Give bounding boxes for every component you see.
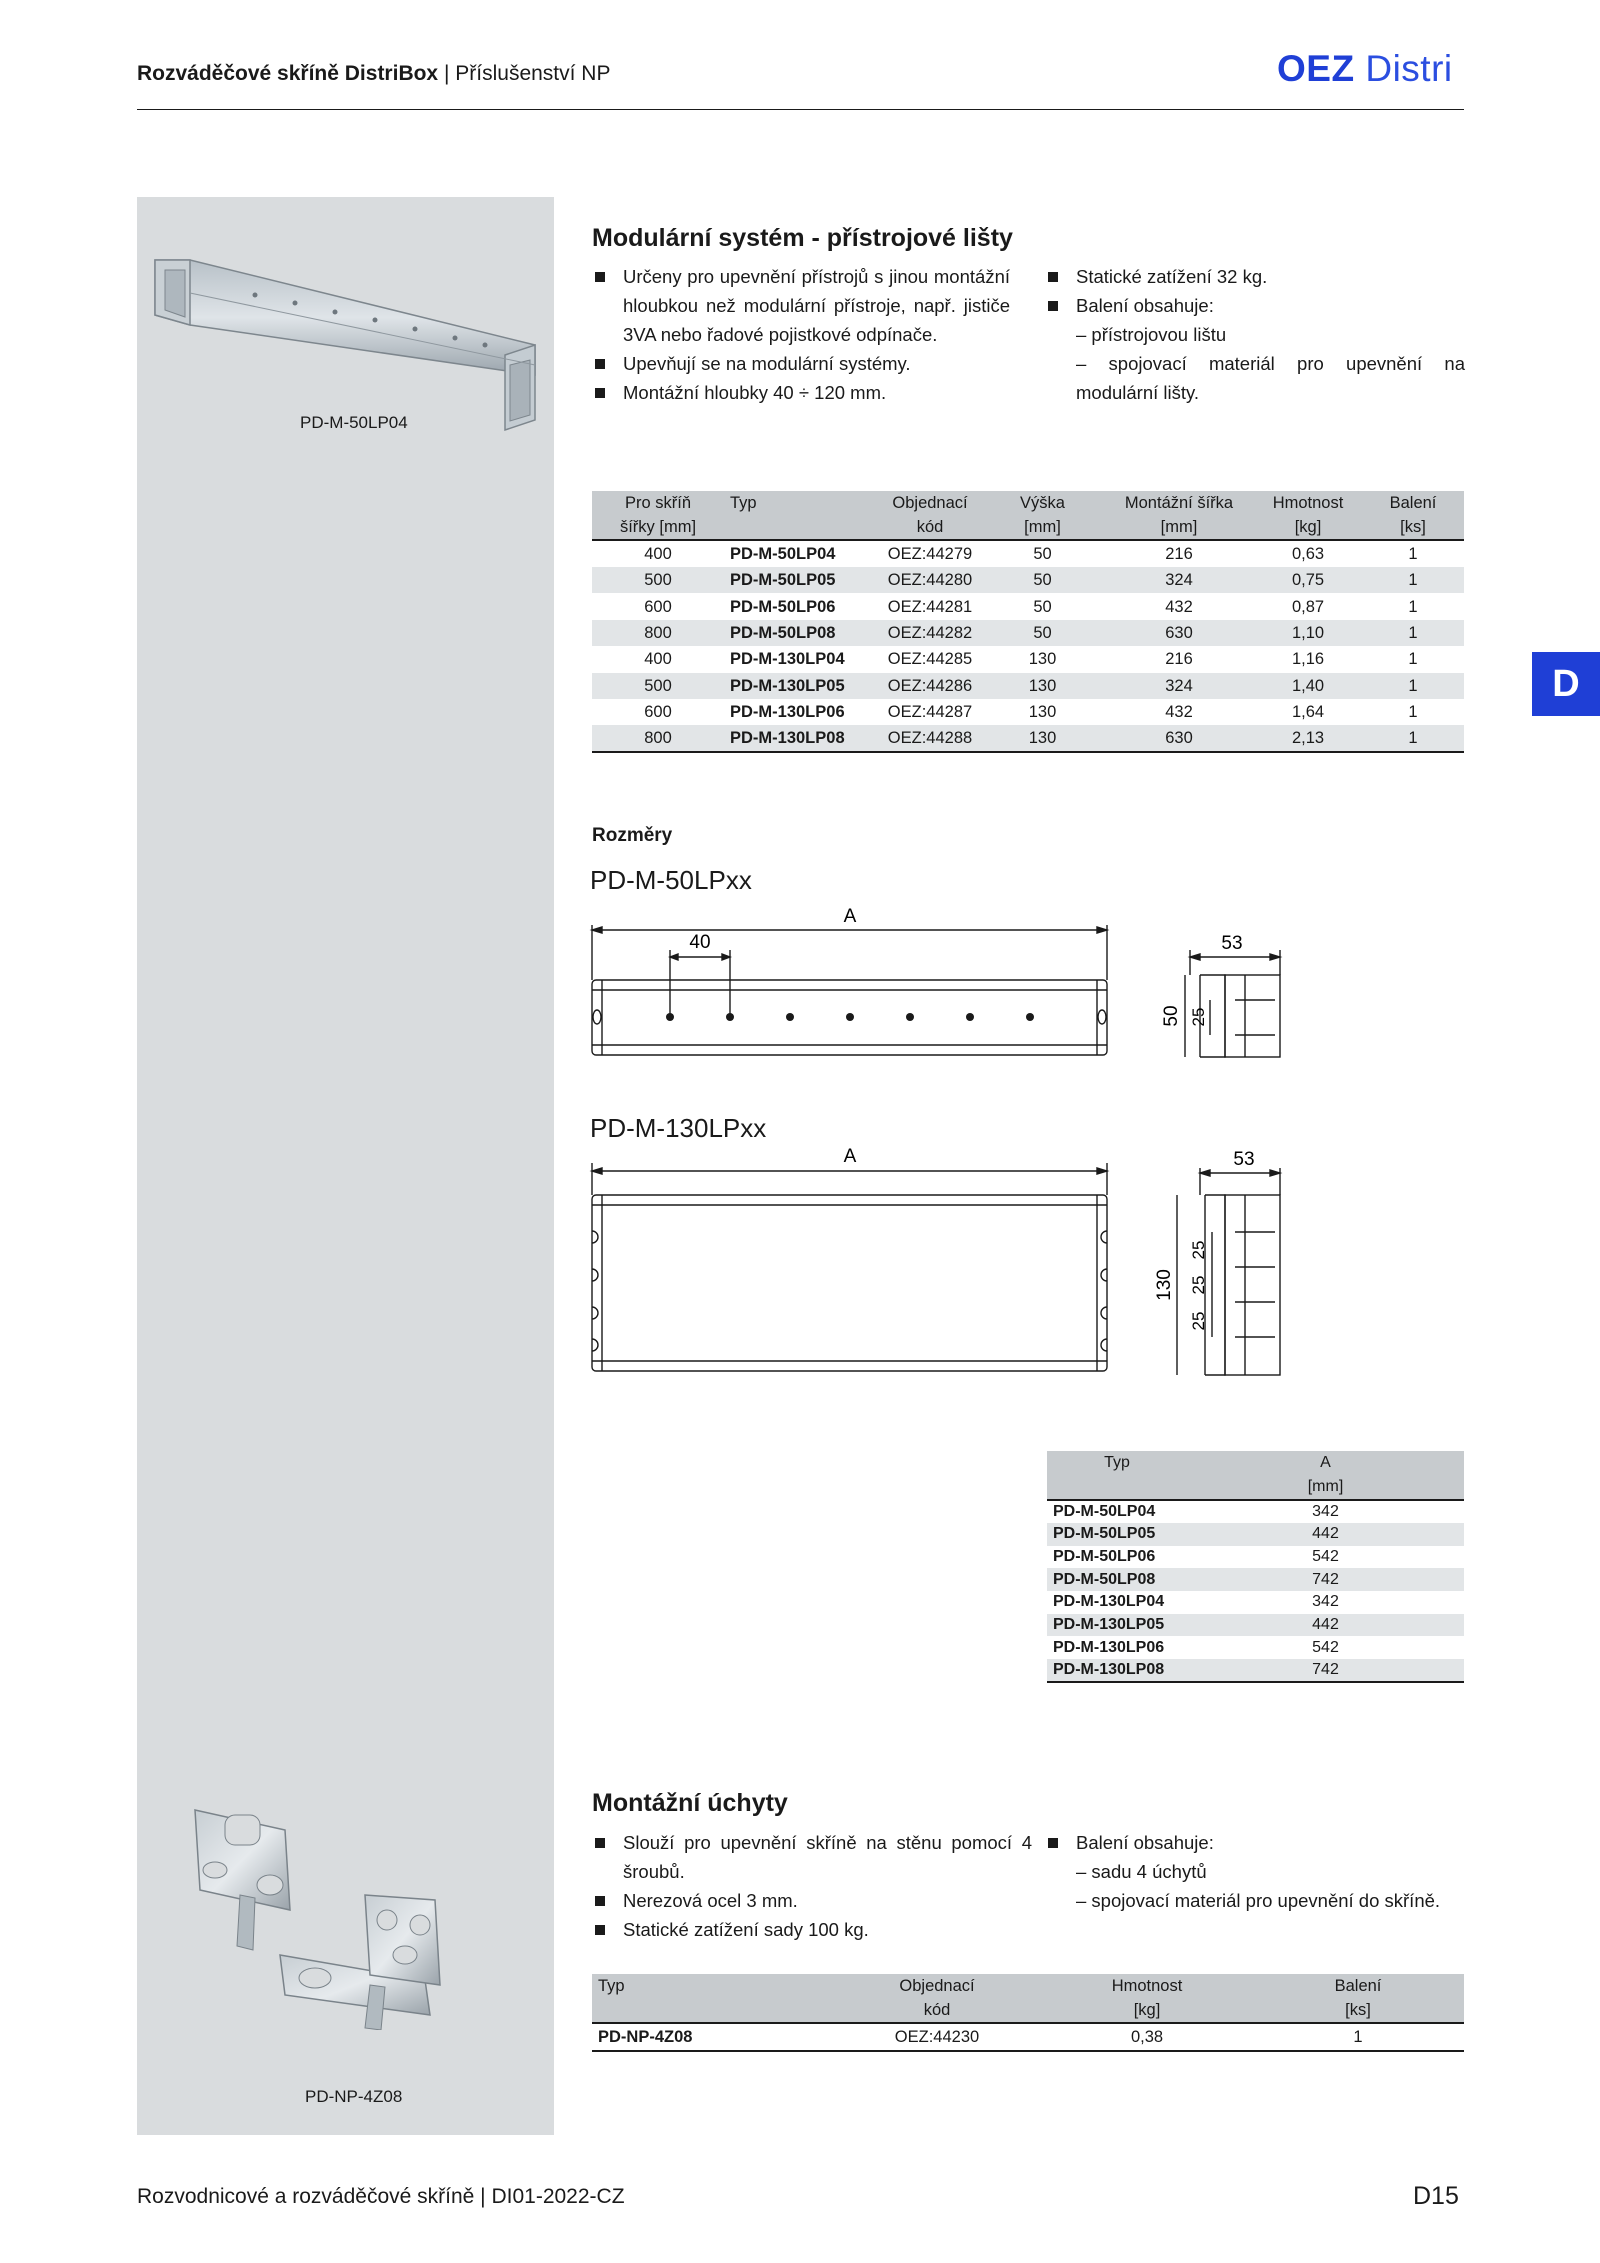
rails-table-cell: OEZ:44288 [879,725,981,752]
header-separator: | [443,62,456,85]
brackets-th-pack-unit: [ks] [1252,1998,1464,2023]
page-number: D15 [1413,2182,1459,2210]
rails-table-cell: 1 [1362,567,1464,593]
brand-logo [1277,48,1453,90]
rail-50-holes [666,1013,1034,1021]
rails-th-type: Typ [724,491,879,515]
brackets-feature-2: Nerezová ocel 3 mm. [592,1886,1032,1915]
rails-th-width: Pro skříň [592,491,724,515]
brackets-table-cell: PD-NP-4Z08 [592,2023,832,2051]
section-title-brackets: Montážní úchyty [592,1789,788,1817]
rails-table-cell: 630 [1104,620,1254,646]
photo-caption-brackets: PD-NP-4Z08 [305,2087,403,2106]
rails-table-cell: 800 [592,725,724,752]
dim-25-label-50: 25 [1189,1007,1208,1027]
rails-th-mount-width-unit: [mm] [1104,515,1254,540]
rails-table-row [592,593,1464,619]
rails-table-cell: 130 [981,725,1104,752]
rails-table-cell: 1,40 [1254,673,1362,699]
rails-table-cell: 1 [1408,545,1418,563]
rails-table-cell: PD-M-50LP06 [730,597,836,616]
rails-table-row [592,620,1464,646]
dimensions-table-cell: PD-M-130LP05 [1047,1614,1187,1637]
dimensions-table-cell: PD-M-130LP08 [1047,1659,1187,1682]
dimensions-table-cell: 442 [1187,1523,1464,1546]
dim-53-label-50: 53 [1221,933,1243,954]
rails-th-code: Objednací [879,491,981,515]
brackets-th-weight: Hmotnost [1042,1974,1252,1998]
brackets-header-row-2 [592,1998,1464,2023]
rails-table-cell: OEZ:44282 [879,620,981,646]
dimensions-heading: Rozměry [592,825,673,846]
rails-table-cell: 500 [592,567,724,593]
rails-feature-load: Statické zatížení 32 kg. [1045,262,1465,291]
rails-package-item-1: – přístrojovou lištu [1076,324,1227,345]
rails-table-cell: 1,64 [1291,703,1325,722]
rails-table-cell: 630 [1104,725,1254,752]
rails-table-cell: PD-M-50LP05 [724,567,879,593]
rails-table-cell: 50 [981,567,1104,593]
brackets-table-cell: OEZ:44230 [832,2023,1042,2051]
rails-th-pack: Balení [1362,491,1464,515]
rails-table-row [592,725,1464,752]
rails-feature-1: Určeny pro upevnění přístrojů s jinou montážní hloubkou než modulární přístroje, např. jističe 3VA nebo řadové pojistkové odpínače. [592,262,1010,349]
rails-table-cell: 324 [1104,673,1254,699]
rails-table-cell: 50 [1033,597,1052,616]
brackets-th-type-unit [592,1998,832,2023]
dim-25-label-c: 25 [1189,1311,1208,1331]
rails-th-weight-unit: [kg] [1254,515,1362,540]
rails-table-cell: 1 [1362,673,1464,699]
header-title [137,62,610,86]
rails-table-cell: 1,10 [1254,620,1362,646]
dimensions-table-cell: PD-M-50LP06 [1053,1548,1156,1566]
rails-table-row [592,540,1464,567]
dimensions-table-cell: PD-M-50LP08 [1047,1568,1187,1591]
section-title-rails: Modulární systém - přístrojové lišty [592,224,1013,252]
brackets-table-cell: 0,38 [1042,2023,1252,2051]
brackets-features-right [1045,1828,1465,1915]
dim-40-label: 40 [689,932,711,953]
header-divider [137,109,1464,110]
rails-feature-package: Balení obsahuje: [1045,291,1465,320]
rails-th-mount-width: Montážní šířka [1104,491,1254,515]
chapter-tab-d[interactable]: D [1532,652,1600,716]
rails-table-cell: 1 [1362,725,1464,752]
rails-table-cell: 600 [644,597,672,616]
rails-table-cell: PD-M-130LP08 [724,725,879,752]
rails-table-cell: 216 [1165,650,1193,669]
dimensions-table-cell: PD-M-130LP06 [1053,1638,1165,1656]
dim-25-label-a: 25 [1189,1240,1208,1260]
rails-table-cell: OEZ:44280 [879,567,981,593]
rails-table-cell: 130 [1028,703,1057,722]
rails-table-cell: 216 [1165,545,1193,563]
dimensions-table-cell: PD-M-50LP05 [1047,1523,1187,1546]
rails-table-cell: PD-M-130LP04 [730,650,845,669]
header-title-bold: Rozváděčové skříně DistriBox [137,62,439,85]
dimensions-table-row [1047,1614,1464,1637]
brackets-features-left [592,1828,1032,1944]
rails-table-cell: 50 [1033,545,1052,563]
dimensions-table-cell: 442 [1187,1614,1464,1637]
dim-50-label: 50 [1161,1005,1182,1027]
rails-table-cell: 130 [981,673,1104,699]
rails-table-cell: 0,75 [1254,567,1362,593]
rails-spec-table [592,491,1464,753]
dimensions-table-row [1047,1568,1464,1591]
rails-table-cell: PD-M-130LP06 [730,703,845,722]
dimension-drawing-130 [580,1143,1300,1393]
dimensions-table-row [1047,1500,1464,1523]
rails-table-row [592,673,1464,699]
brackets-th-weight-unit: [kg] [1042,1998,1252,2023]
dim-a-label-50: A [843,906,857,927]
brackets-package-item-1: – sadu 4 úchytů [1076,1861,1207,1882]
brackets-table-cell: 1 [1252,2023,1464,2051]
rails-th-width-unit: šířky [mm] [592,515,724,540]
rails-table-cell: 1 [1408,597,1418,616]
rails-table-cell: 1,16 [1291,650,1325,669]
rails-table-cell: 2,13 [1254,725,1362,752]
brackets-th-code: Objednací [832,1974,1042,1998]
rails-table-cell: OEZ:44287 [887,703,973,722]
dimensions-table [1047,1451,1464,1683]
rails-table-row [592,646,1464,672]
rails-table-cell: OEZ:44286 [879,673,981,699]
brackets-th-pack: Balení [1252,1974,1464,1998]
rails-table-cell: 800 [592,620,724,646]
rails-table-cell: OEZ:44285 [887,650,973,669]
rails-table-cell: 432 [1165,703,1193,722]
dimensions-table-row [1047,1591,1464,1614]
rails-table-cell: 400 [644,545,672,563]
rails-table-header-row-1 [592,491,1464,515]
rails-table-cell: PD-M-130LP05 [724,673,879,699]
dimensions-table-cell: PD-M-130LP04 [1053,1593,1165,1611]
brand-logo-light: Distri [1365,48,1453,89]
rails-features-right [1045,262,1465,407]
photo-caption-rail: PD-M-50LP04 [300,413,408,432]
drawing-title-130: PD-M-130LPxx [590,1113,767,1143]
dimensions-table-cell: 342 [1312,1593,1339,1611]
rails-feature-2: Upevňují se na modulární systémy. [592,349,1010,378]
rails-table-cell: 0,87 [1291,597,1325,616]
rails-table-cell: 50 [981,620,1104,646]
brackets-package-item-2: – spojovací materiál pro upevnění do skříně. [1076,1890,1441,1911]
dimensions-table-cell: 742 [1187,1568,1464,1591]
rails-table-cell: 600 [644,703,672,722]
brackets-feature-3: Statické zatížení sady 100 kg. [592,1915,1032,1944]
rails-features-left [592,262,1010,407]
rails-th-weight: Hmotnost [1254,491,1362,515]
dim-53-label-130: 53 [1233,1149,1255,1170]
header-title-rest: Příslušenství NP [455,62,611,85]
dimensions-table-cell: 342 [1312,1503,1339,1520]
dim-a-label-130: A [843,1146,857,1167]
rails-table-row [592,699,1464,725]
rails-table-cell: PD-M-50LP04 [730,545,836,563]
dims-th-a: A [1187,1451,1464,1475]
rails-th-height: Výška [981,491,1104,515]
dimensions-table-cell: 542 [1312,1548,1339,1566]
rails-table-row [592,567,1464,593]
rails-th-pack-unit: [ks] [1362,515,1464,540]
dims-th-type: Typ [1047,1451,1187,1475]
rails-table-cell: 130 [1028,650,1057,669]
rails-table-cell: OEZ:44281 [887,597,973,616]
brackets-table-row [592,2023,1464,2051]
dimensions-table-cell: 542 [1312,1638,1339,1656]
rails-table-cell: 1 [1362,620,1464,646]
dimensions-table-row [1047,1636,1464,1659]
dimensions-header-row-1 [1047,1451,1464,1475]
rails-table-cell: 1 [1408,650,1418,669]
dimensions-header-row-2 [1047,1475,1464,1500]
dimensions-table-cell: 742 [1187,1659,1464,1682]
rails-table-cell: OEZ:44279 [887,545,973,563]
brand-logo-bold: OEZ [1277,48,1355,89]
rails-th-type-unit [724,515,879,540]
rails-feature-3: Montážní hloubky 40 ÷ 120 mm. [592,378,1010,407]
dimensions-table-row [1047,1523,1464,1546]
product-photo-brackets [175,1800,525,2030]
rails-table-cell: 0,63 [1291,545,1325,563]
rails-th-code-unit: kód [879,515,981,540]
dims-th-a-unit: [mm] [1187,1475,1464,1500]
rails-package-item-2: – spojovací materiál pro upevnění na modulární lišty. [1076,353,1465,403]
rails-table-cell: 500 [592,673,724,699]
dimensions-table-row [1047,1659,1464,1682]
rails-table-cell: 432 [1165,597,1193,616]
brackets-feature-1: Slouží pro upevnění skříně na stěnu pomocí 4 šroubů. [592,1828,1032,1886]
footer-catalog-title: Rozvodnicové a rozváděčové skříně | DI01-2022-CZ [137,2185,625,2208]
brackets-th-type: Typ [592,1974,832,1998]
rails-table-cell: 1 [1408,703,1418,722]
dim-130-label: 130 [1154,1269,1175,1301]
dimensions-table-row [1047,1546,1464,1569]
brackets-spec-table [592,1974,1464,2052]
rails-table-cell: 324 [1104,567,1254,593]
brackets-header-row-1 [592,1974,1464,1998]
brackets-feature-package: Balení obsahuje: [1045,1828,1465,1857]
brackets-th-code-unit: kód [832,1998,1042,2023]
rails-table-header-row-2 [592,515,1464,540]
rails-th-height-unit: [mm] [981,515,1104,540]
dim-25-label-b: 25 [1189,1275,1208,1295]
drawing-title-50: PD-M-50LPxx [590,865,752,895]
rails-table-cell: PD-M-50LP08 [724,620,879,646]
dimensions-table-cell: PD-M-50LP04 [1053,1503,1156,1520]
dimension-drawing-50 [580,905,1300,1065]
rails-table-cell: 400 [644,650,672,669]
